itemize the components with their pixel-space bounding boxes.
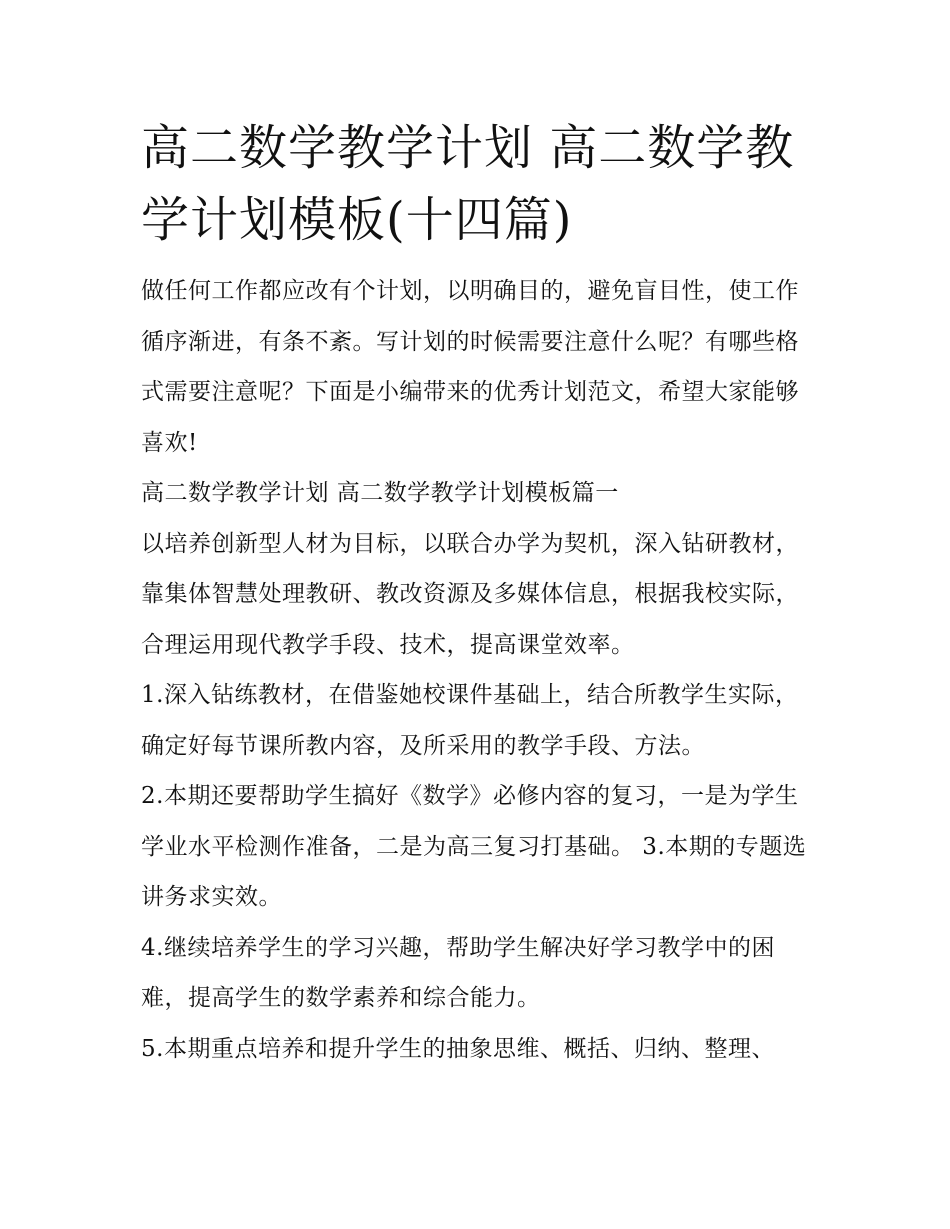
list-item-5: 5.本期重点培养和提升学生的抽象思维、概括、归纳、整理、 — [141, 1035, 775, 1062]
intro-paragraph: 做任何工作都应改有个计划，以明确目的，避免盲目性，使工作循序渐进，有条不紊。写计划的时候需要注意什么呢？有哪些格式需要注意呢？下面是小编带来的优秀计划范文，希望大家能够喜欢! — [141, 278, 799, 456]
goal-paragraph: 以培养创新型人材为目标，以联合办学为契机，深入钻研教材，靠集体智慧处理教研、教改资源及多媒体信息，根据我校实际，合理运用现代教学手段、技术，提高课堂效率。 — [141, 530, 799, 658]
document-body — [141, 266, 821, 1074]
section-heading: 高二数学教学计划 高二数学教学计划模板篇一 — [141, 480, 619, 506]
list-item-4: 4.继续培养学生的学习兴趣，帮助学生解决好学习教学中的困难，提高学生的数学素养和综合能力。 — [141, 934, 775, 1011]
list-item-2-3: 2.本期还要帮助学生搞好《数学》必修内容的复习，一是为学生学业水平检测作准备，二是为高三复习打基础。 3.本期的专题选讲务求实效。 — [141, 783, 807, 910]
document-title: 高二数学教学计划 高二数学教学计划模板(十四篇) — [141, 120, 795, 248]
list-item-1: 1.深入钻练教材，在借鉴她校课件基础上，结合所教学生实际，确定好每节课所教内容，及所采用的教学手段、方法。 — [141, 682, 799, 759]
document-content — [141, 112, 821, 1074]
